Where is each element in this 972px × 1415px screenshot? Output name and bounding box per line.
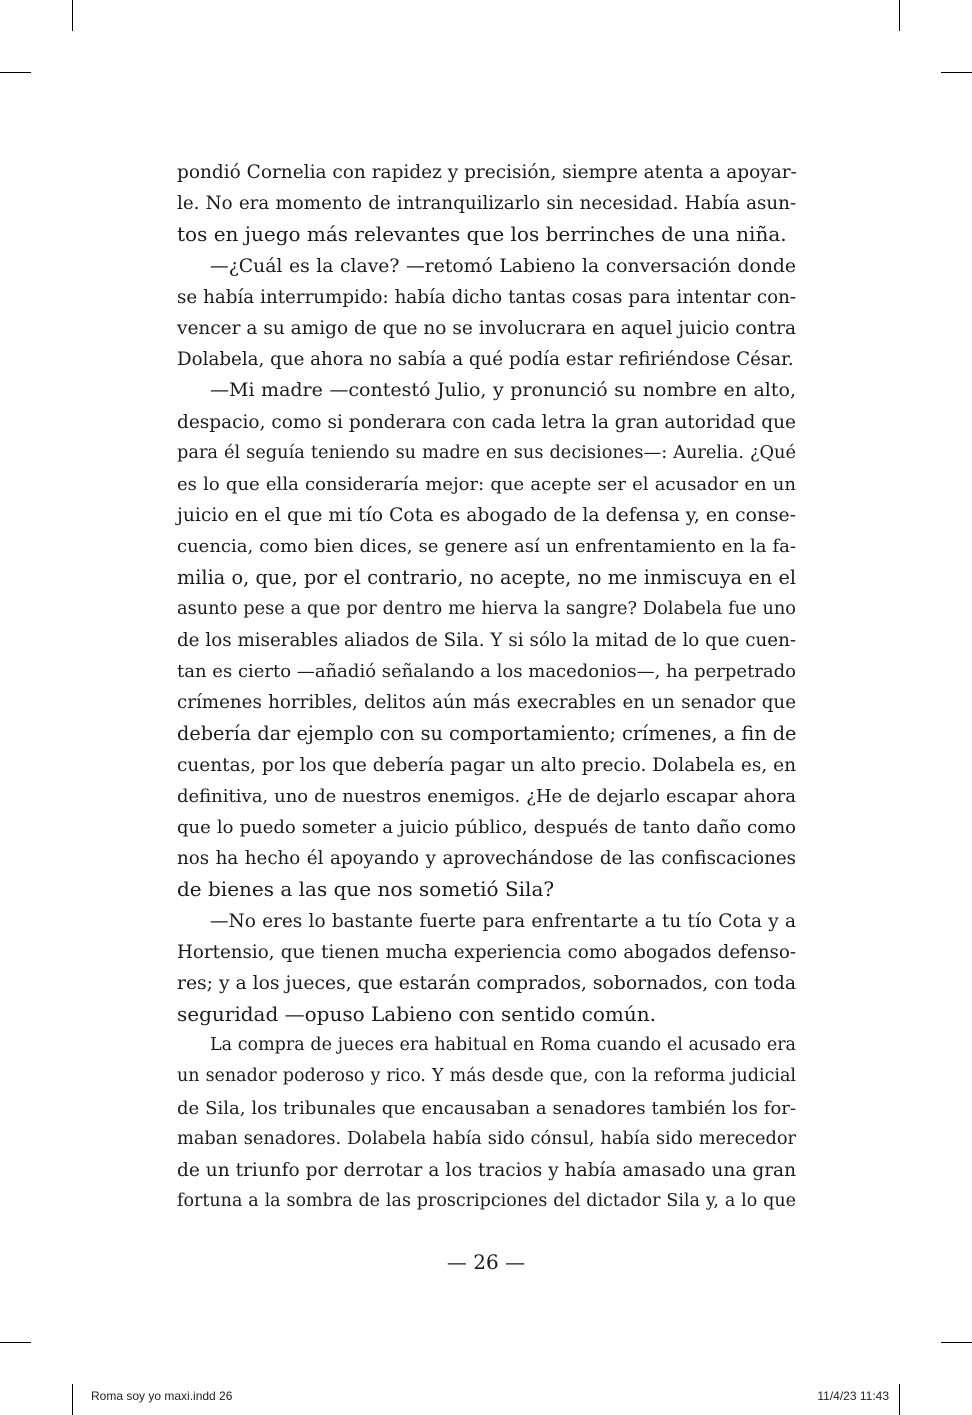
text-line: asunto pese a que por dentro me hierva la sangre? Dolabela fue uno [177,598,796,619]
text-line: crímenes horribles, delitos aún más execrables en un senador que [177,692,796,714]
crop-mark-top-right [899,0,900,31]
text-line: La compra de jueces era habitual en Roma cuando el acusado era [210,1035,796,1056]
text-line: milia o, que, por el contrario, no acepte, no me inmiscuya en el [177,566,796,590]
text-line: es lo que ella consideraría mejor: que acepte ser el acusador en un [177,473,796,495]
crop-mark-bottom-left [72,1384,73,1415]
text-line: seguridad —opuso Labieno con sentido común. [177,1002,656,1027]
text-line: que lo puedo someter a juicio público, después de tanto daño como [177,816,796,838]
crop-mark-left-bottom [0,1342,31,1343]
slug-filename: Roma soy yo maxi.indd 26 [91,1389,233,1403]
text-line: le. No era momento de intranquilizarlo sin necesidad. Había asun- [177,193,796,215]
text-line: tos en juego más relevantes que los berrinches de una niña. [177,222,787,247]
text-line: un senador poderoso y rico. Y más desde que, con la reforma judicial [177,1066,796,1087]
crop-mark-top-left [72,0,73,31]
crop-mark-right-top [941,72,972,73]
text-line: definitiva, uno de nuestros enemigos. ¿He de dejarlo escapar ahora [177,785,796,807]
text-line: —¿Cuál es la clave? —retomó Labieno la conversación donde [210,255,796,277]
text-line: —Mi madre —contestó Julio, y pronunció su nombre en alto, [210,379,796,402]
text-line: de Sila, los tribunales que encausaban a senadores también los for- [177,1097,796,1119]
text-line: se había interrumpido: había dicho tantas cosas para intentar con- [177,286,796,308]
text-line: debería dar ejemplo con su comportamiento; crímenes, a fin de [177,722,797,746]
text-line: de los miserables aliados de Sila. Y si sólo la mitad de lo que cuen- [177,629,796,651]
body-text [177,157,796,1217]
text-line: cuentas, por los que debería pagar un alto precio. Dolabela es, en [177,754,796,776]
text-line: fortuna a la sombra de las proscripciones del dictador Sila y, a lo que [177,1191,796,1212]
slug-timestamp: 11/4/23 11:43 [817,1389,889,1403]
text-line: Dolabela, que ahora no sabía a qué podía estar refiriéndose César. [177,349,794,371]
text-line: vencer a su amigo de que no se involucrara en aquel juicio contra [177,317,796,339]
text-line: pondió Cornelia con rapidez y precisión, siempre atenta a apoyar- [177,162,797,183]
text-line: —No eres lo bastante fuerte para enfrentarte a tu tío Cota y a [210,910,796,932]
text-line: maban senadores. Dolabela había sido cónsul, había sido merecedor [177,1128,796,1149]
crop-mark-left-top [0,72,31,73]
text-line: nos ha hecho él apoyando y aprovechándose de las confiscaciones [177,848,796,870]
text-line: cuencia, como bien dices, se genere así un enfrentamiento en la fa- [177,536,796,558]
text-line: Hortensio, que tienen mucha experiencia como abogados defenso- [177,941,796,963]
text-line: tan es cierto —añadió señalando a los macedonios—, ha perpetrado [177,661,796,682]
text-line: res; y a los jueces, que estarán comprados, sobornados, con toda [177,972,797,994]
text-line: juicio en el que mi tío Cota es abogado de la defensa y, en conse- [177,505,796,527]
page-number: — 26 — [446,1250,526,1274]
text-line: de bienes a las que nos sometió Sila? [177,877,555,902]
crop-mark-right-bottom [941,1342,972,1343]
text-line: de un triunfo por derrotar a los tracios y había amasado una gran [177,1160,796,1181]
text-line: para él seguía teniendo su madre en sus decisiones—: Aurelia. ¿Qué [177,442,796,463]
text-line: despacio, como si ponderara con cada letra la gran autoridad que [177,411,796,433]
crop-mark-bottom-right [899,1384,900,1415]
